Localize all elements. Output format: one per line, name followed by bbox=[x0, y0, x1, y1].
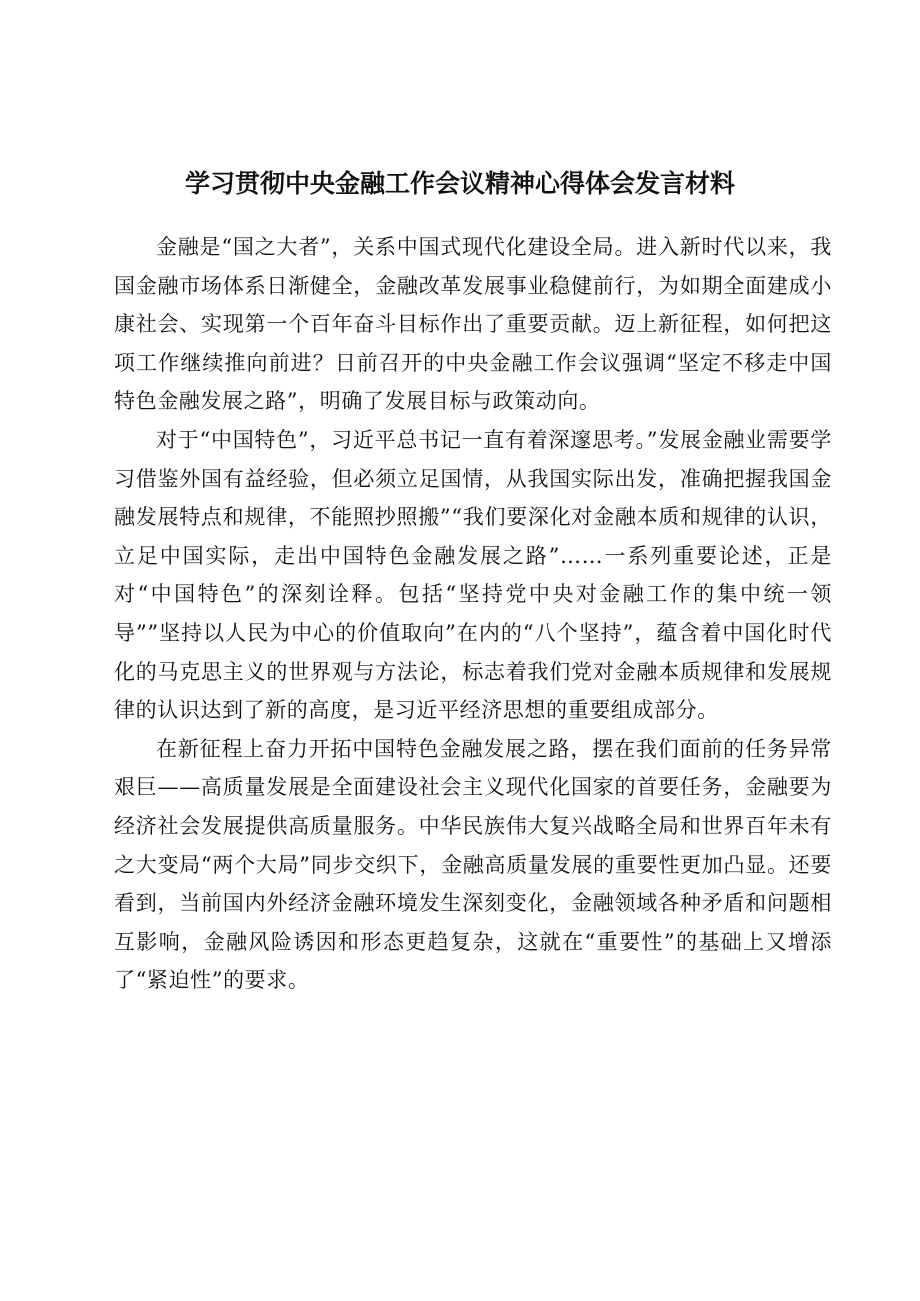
document-body bbox=[114, 228, 832, 1000]
paragraph-1: 金融是“国之大者”，关系中国式现代化建设全局。进入新时代以来，我国金融市场体系日渐健全，金融改革发展事业稳健前行，为如期全面建成小康社会、实现第一个百年奋斗目标作出了重要贡献。迈上新征程，如何把这项工作继续推向前进？日前召开的中央金融工作会议强调“坚定不移走中国特色金融发展之路”，明确了发展目标与政策动向。 bbox=[114, 235, 832, 414]
paragraph-2: 对于“中国特色”，习近平总书记一直有着深邃思考。”发展金融业需要学习借鉴外国有益经验，但必须立足国情，从我国实际出发，准确把握我国金融发展特点和规律，不能照抄照搬”“我们要深化对金融本质和规律的认识，立足中国实际，走出中国特色金融发展之路”……一系列重要论述，正是对“中国特色”的深刻诠释。包括“坚持党中央对金融工作的集中统一领导””坚持以人民为中心的价值取向”在内的“八个坚持”，蕴含着中国化时代化的马克思主义的世界观与方法论，标志着我们党对金融本质规律和发展规律的认识达到了新的高度，是习近平经济思想的重要组成部分。 bbox=[114, 427, 832, 723]
paragraph-3: 在新征程上奋力开拓中国特色金融发展之路，摆在我们面前的任务异常艰巨——高质量发展是全面建设社会主义现代化国家的首要任务，金融要为经济社会发展提供高质量服务。中华民族伟大复兴战略全局和世界百年未有之大变局“两个大局”同步交织下，金融高质量发展的重要性更加凸显。还要看到，当前国内外经济金融环境发生深刻变化，金融领域各种矛盾和问题相互影响，金融风险诱因和形态更趋复杂，这就在“重要性”的基础上又增添了“紧迫性”的要求。 bbox=[114, 736, 832, 993]
document-title: 学习贯彻中央金融工作会议精神心得体会发言材料 bbox=[184, 169, 735, 198]
